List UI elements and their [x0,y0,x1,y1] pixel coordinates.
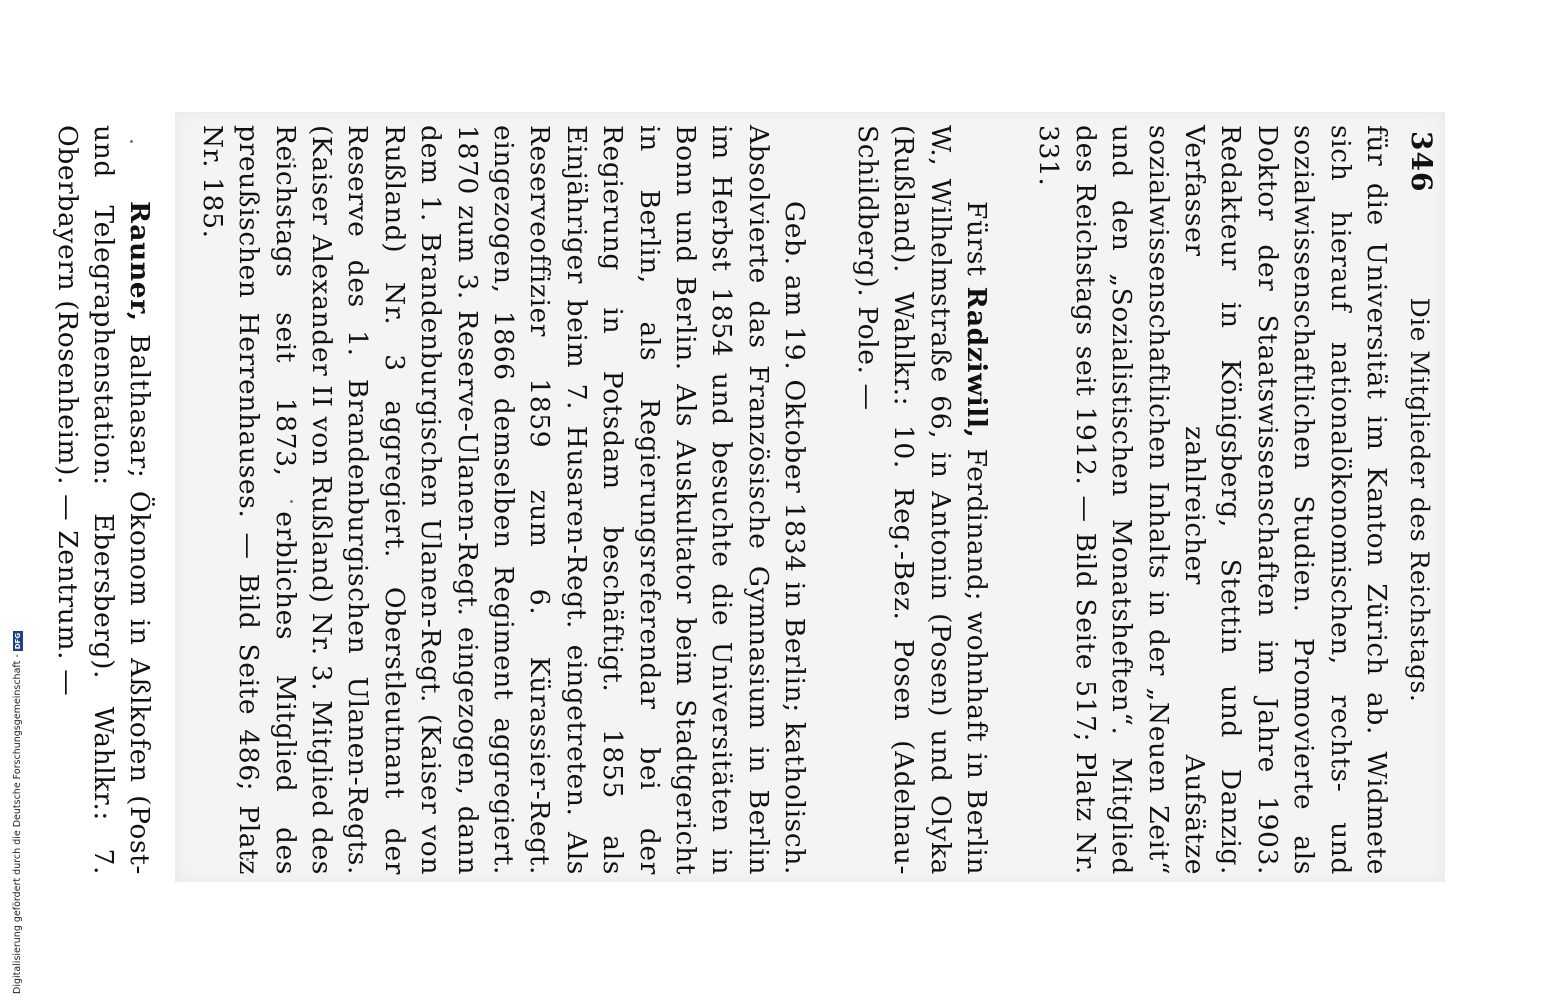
dfg-funding-label [12,594,23,994]
running-head: Die Mitglieder des Reichstags. [1405,297,1434,703]
paragraph-rauner-entry [48,125,157,875]
paragraph-gap [994,125,1030,875]
paragraph-radziwill-entry [848,125,994,875]
printed-page [51,125,1440,875]
page-number: 346 [1405,131,1438,193]
page-header [1394,125,1440,875]
entry-details-rauner: Balthasar; Ökonom in Aßlkofen (Post- und Telegraphenstation: Ebersberg). Wahlkr.: 7. Oberbayern (Rosenheim). — Zentrum. — [51,125,156,875]
entry-name-rauner: Rauner, [124,201,156,322]
dfg-logo-icon: DFG [13,632,22,650]
paragraph-radziwill-biography: Geb. am 19. Oktober 1834 in Berlin; katholisch. Absolvierte das Französische Gymnasium in Berlin im Herbst 1854 und besuchte die Universitäten in Bonn und Berlin. Als Auskultator beim Stadtgericht in Berlin, als Regierungsreferendar bei der Regierung in Potsdam beschäftigt. 1855 als Einjähriger beim 7. Husaren-Regt. eingetreten. Als Reserveoffizier 1859 zum 6. Kürassier-Regt. eingezogen, 1866 demselben Regiment aggregiert. 1870 zum 3. Reserve-Ulanen-Regt. eingezogen, dann dem 1. Brandenburgischen Ulanen-Regt. (Kaiser von Rußland) Nr. 3 aggregiert. Oberstleutnant der Reserve des 1. Brandenburgischen Ulanen-Regts. (Kaiser Alexander II von Rußland) Nr. 3. Mitglied des Reichstags seit 1873, erbliches Mitglied des preußischen Herrenhauses. — Bild Seite 486; Platz Nr. 185. [196,125,811,875]
paragraph-gap [812,125,848,875]
entry-title: Fürst [960,201,992,287]
paragraph-biography-continued: für die Universität im Kanton Zürich ab. Widmete sich hierauf nationalökonomischen, rechts- und sozialwissenschaftlichen Studien. Promovierte als Doktor der Staatswissenschaften im Jahre 1903. Redakteur in Königsberg, Stettin und Danzig. Verfasser zahlreicher Aufsätze sozialwissenschaftlichen Inhalts in der „Neuen Zeit“ und den „Sozialistischen Monatsheften“. Mitglied des Reichstags seit 1912. — Bild Seite 517; Platz Nr. 331. [1033,125,1392,875]
body-text [48,125,1394,875]
funding-text: Digitalisierung gefördert durch die Deutsche Forschungsgemeinschaft - [12,654,23,994]
entry-details-radziwill: Ferdinand; wohnhaft in Berlin W., Wilhelmstraße 66, in Antonin (Posen) und Olyka (Rußland). Wahlkr.: 10. Reg.-Bez. Posen (Adelnau-Schildberg). Pole. — [851,125,992,875]
paragraph-gap [157,125,193,875]
entry-name-radziwill: Radziwill, [960,286,992,439]
